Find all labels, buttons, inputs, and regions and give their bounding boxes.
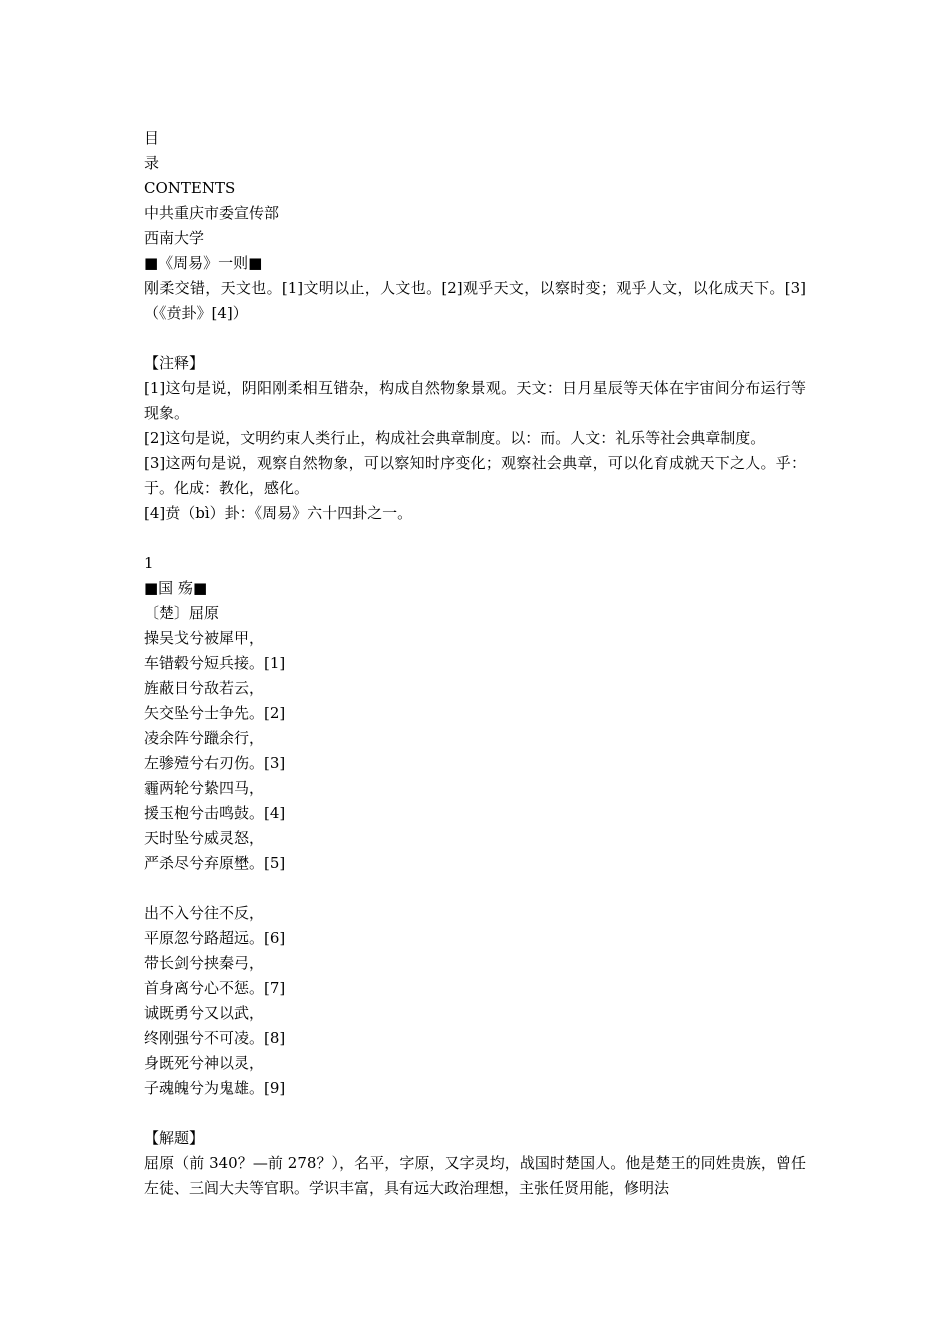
poem-line: 操吴戈兮被犀甲， <box>144 629 265 647</box>
blank-line <box>144 876 806 901</box>
note-3: [3]这两句是说，观察自然物象，可以察知时序变化；观察社会典章，可以化育成就天下之人。乎：于。化成：教化，感化。 <box>144 454 806 497</box>
poem-line: 子魂魄兮为鬼雄。[9] <box>144 1079 286 1097</box>
poem-line: 车错毂兮短兵接。[1] <box>144 654 286 672</box>
poem-line: 终刚强兮不可凌。[8] <box>144 1029 286 1047</box>
poem-line: 严杀尽兮弃原壄。[5] <box>144 854 286 872</box>
toc-title-line1: 目 <box>144 129 160 147</box>
poem-line: 出不入兮往不反， <box>144 904 265 922</box>
poem-line: 援玉枹兮击鸣鼓。[4] <box>144 804 286 822</box>
jieti-heading: 【解题】 <box>144 1129 205 1147</box>
notes-heading: 【注释】 <box>144 354 205 372</box>
organization-1: 中共重庆市委宣传部 <box>144 204 280 222</box>
poem-line: 平原忽兮路超远。[6] <box>144 929 286 947</box>
poem-line: 矢交坠兮士争先。[2] <box>144 704 286 722</box>
note-2: [2]这句是说，文明约束人类行止，构成社会典章制度。以：而。人文：礼乐等社会典章制度。 <box>144 429 766 447</box>
blank-line <box>144 326 806 351</box>
poem-line: 身既死兮神以灵， <box>144 1054 265 1072</box>
zhouyi-heading: ■《周易》一则■ <box>144 254 263 272</box>
poem-line: 旌蔽日兮敌若云， <box>144 679 265 697</box>
jieti-text: 屈原（前 340？—前 278？），名平，字原，又字灵均，战国时楚国人。他是楚王的同姓贵族，曾任左徒、三闾大夫等官职。学识丰富，具有远大政治理想，主张任贤用能，修明法 <box>144 1154 806 1197</box>
poem-line: 带长剑兮挟秦弓， <box>144 954 265 972</box>
poem-line: 首身离兮心不惩。[7] <box>144 979 286 997</box>
blank-line <box>144 526 806 551</box>
guoshang-heading: ■国 殇■ <box>144 579 208 597</box>
poem-line: 凌余阵兮躐余行， <box>144 729 265 747</box>
organization-2: 西南大学 <box>144 229 205 247</box>
poem-author: 〔楚〕屈原 <box>144 604 220 622</box>
page-number: 1 <box>144 554 154 572</box>
poem-line: 霾两轮兮絷四马， <box>144 779 265 797</box>
contents-label: CONTENTS <box>144 179 236 197</box>
poem-line: 诚既勇兮又以武， <box>144 1004 265 1022</box>
document-page <box>144 126 806 1201</box>
blank-line <box>144 1101 806 1126</box>
toc-title-line2: 录 <box>144 154 160 172</box>
poem-line: 天时坠兮威灵怒， <box>144 829 265 847</box>
zhouyi-text: 刚柔交错，天文也。[1]文明以止，人文也。[2]观乎天文，以察时变；观乎人文，以化成天下。[3]（《贲卦》[4]） <box>144 279 806 322</box>
note-4: [4]贲（bì）卦：《周易》六十四卦之一。 <box>144 504 413 522</box>
note-1: [1]这句是说，阴阳刚柔相互错杂，构成自然物象景观。天文：日月星辰等天体在宇宙间分布运行等现象。 <box>144 379 806 422</box>
poem-line: 左骖殪兮右刃伤。[3] <box>144 754 286 772</box>
